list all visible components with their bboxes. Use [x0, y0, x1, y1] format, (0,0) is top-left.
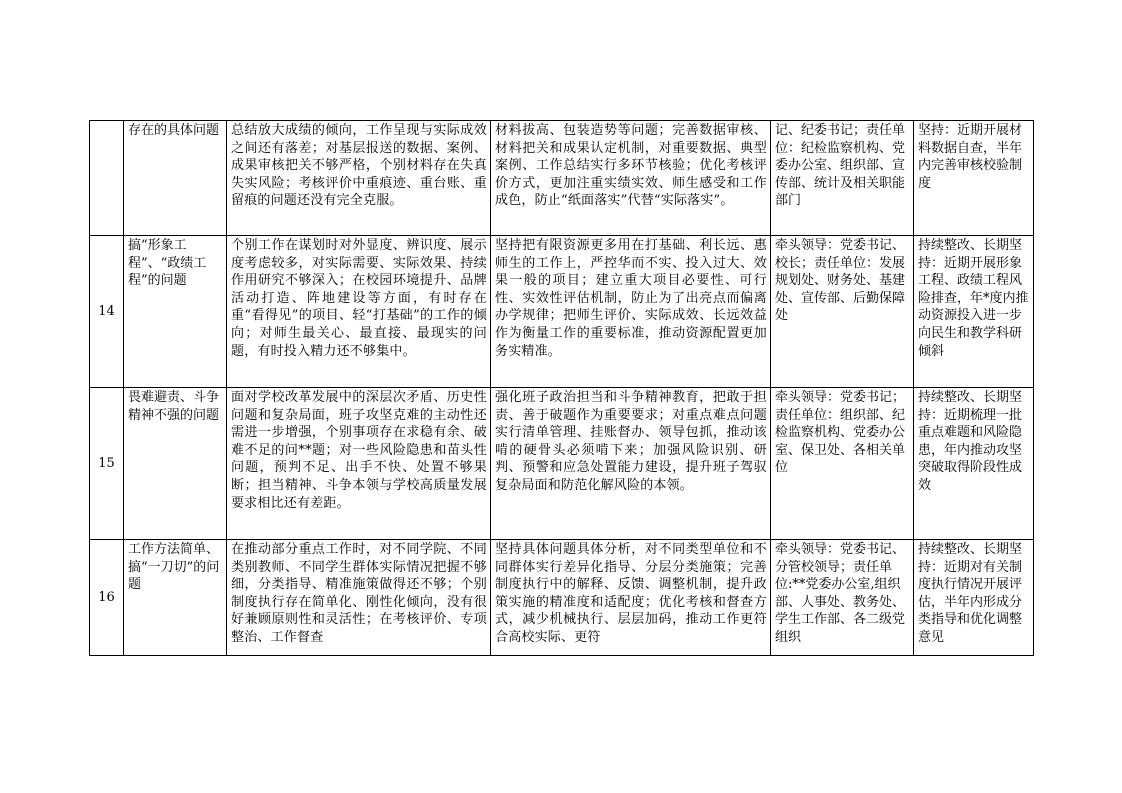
- table-row: [90, 540, 1034, 656]
- timeline: 坚持：近期开展材料数据自查，半年内完善审核校验制度: [914, 121, 1034, 236]
- issue-description: 个别工作在谋划时对外显度、辨识度、展示度考虑较多，对实际需要、实际效果、持续作用研究不够深入；在校园环境提升、品牌活动打造、阵地建设等方面，有时存在重“看得见”的项目、轻“打基础”的工作的倾向；对师生最关心、最直接、最现实的问题，有时投入精力还不够集中。: [227, 236, 491, 388]
- row-number: 15: [90, 388, 124, 540]
- rectification-measures: 坚持把有限资源更多用在打基础、利长远、惠师生的工作上，严控华而不实、投入过大、效果一般的项目；建立重大项目必要性、可行性、实效性评估机制，防止为了出亮点而偏离办学规律；把师生评价、实际成效、长远效益作为衡量工作的重要标准，推动资源配置更加务实精准。: [491, 236, 771, 388]
- table-row: [90, 236, 1034, 388]
- row-number: 14: [90, 236, 124, 388]
- table-row: [90, 388, 1034, 540]
- timeline: 持续整改、长期坚持：近期开展形象工程、政绩工程风险排查，年*度内推动资源投入进一步向民生和教学科研倾斜: [914, 236, 1034, 388]
- issue-description: 面对学校改革发展中的深层次矛盾、历史性问题和复杂局面，班子攻坚克难的主动性还需进一步增强，个别事项存在求稳有余、破难不足的问**题；对一些风险隐患和苗头性问题，预判不足、出手不快、处置不够果断；担当精神、斗争本领与学校高质量发展要求相比还有差距。: [227, 388, 491, 540]
- rectification-measures: 强化班子政治担当和斗争精神教育，把敢于担责、善于破题作为重要要求；对重点难点问题实行清单管理、挂账督办、领导包抓，推动该啃的硬骨头必须啃下来；加强风险识别、研判、预警和应急处置能力建设，提升班子驾驭复杂局面和防范化解风险的本领。: [491, 388, 771, 540]
- row-number: 16: [90, 540, 124, 656]
- responsible-units: 记、纪委书记；责任单位：纪检监察机构、党委办公室、组织部、宣传部、统计及相关职能部门: [771, 121, 914, 236]
- table-row: [90, 121, 1034, 236]
- rectification-table: [89, 120, 1034, 656]
- row-number: [90, 121, 124, 236]
- timeline: 持续整改、长期坚持：近期对有关制度执行情况开展评估，半年内形成分类指导和优化调整意见: [914, 540, 1034, 656]
- issue-title: 存在的具体问题: [124, 121, 227, 236]
- responsible-units: 牵头领导：党委书记、校长；责任单位：发展规划处、财务处、基建处、宣传部、后勤保障处: [771, 236, 914, 388]
- issue-title: 畏难避责、斗争精神不强的问题: [124, 388, 227, 540]
- issue-title: 工作方法简单、搞“一刀切”的问题: [124, 540, 227, 656]
- rectification-measures: 坚持具体问题具体分析，对不同类型单位和不同群体实行差异化指导、分层分类施策；完善制度执行中的解释、反馈、调整机制，提升政策实施的精准度和适配度；优化考核和督查方式，减少机械执行、层层加码，推动工作更符合高校实际、更符: [491, 540, 771, 656]
- responsible-units: 牵头领导：党委书记；责任单位：组织部、纪检监察机构、党委办公室、保卫处、各相关单位: [771, 388, 914, 540]
- timeline: 持续整改、长期坚持：近期梳理一批重点难题和风险隐患，年内推动攻坚突破取得阶段性成效: [914, 388, 1034, 540]
- rectification-measures: 材料拔高、包装造势等问题；完善数据审核、材料把关和成果认定机制，对重要数据、典型案例、工作总结实行多环节核验；优化考核评价方式，更加注重实绩实效、师生感受和工作成色，防止“纸面落实”代替“实际落实”。: [491, 121, 771, 236]
- issue-title: 搞“形象工程”、“政绩工程”的问题: [124, 236, 227, 388]
- issue-description: 在推动部分重点工作时，对不同学院、不同类别教师、不同学生群体实际情况把握不够细，分类指导、精准施策做得还不够；个别制度执行存在简单化、刚性化倾向，没有很好兼顾原则性和灵活性；在考核评价、专项整治、工作督查: [227, 540, 491, 656]
- issue-description: 总结放大成绩的倾向，工作呈现与实际成效之间还有落差；对基层报送的数据、案例、成果审核把关不够严格，个别材料存在失真失实风险；考核评价中重痕迹、重台账、重留痕的问题还没有完全克服。: [227, 121, 491, 236]
- responsible-units: 牵头领导：党委书记、分管校领导；责任单位:**党委办公室,组织部、人事处、教务处、学生工作部、各二级党组织: [771, 540, 914, 656]
